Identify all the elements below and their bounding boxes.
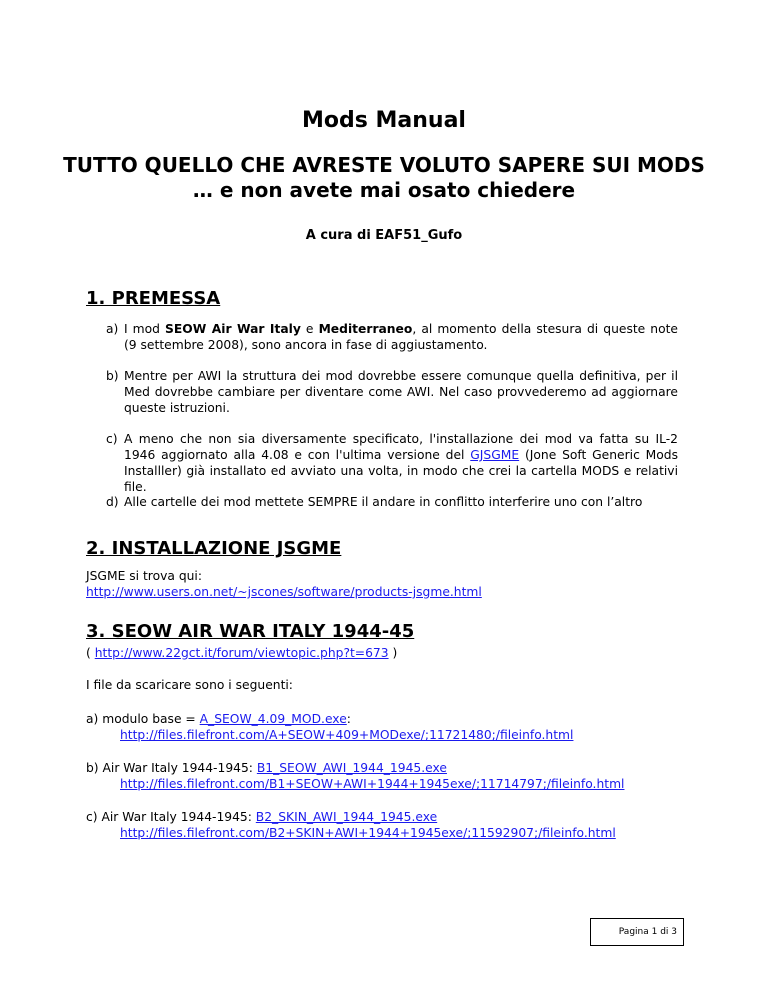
item-label: c) — [106, 432, 118, 446]
file-b: b) Air War Italy 1944-1945: B1_SEOW_AWI_1944_1945.exe — [86, 761, 447, 775]
item-text: Mentre per AWI la struttura dei mod dovrebbe essere comunque quella definitiva, per il Med dovrebbe cambiare per diventare come AWI. Nel caso provvederemo ad aggiornare queste istruzioni. — [124, 369, 678, 415]
file-c-name[interactable]: B2_SKIN_AWI_1944_1945.exe — [255, 810, 438, 824]
item-label: d) — [106, 495, 119, 509]
mod-name-med: Mediterraneo — [318, 322, 413, 336]
item-text: Alle cartelle dei mod mettete SEMPRE il andare in conflitto interferire uno con l’altro — [124, 495, 643, 509]
item-label: b) — [106, 369, 119, 383]
gjsgme-link[interactable]: GJSGME — [470, 448, 520, 462]
file-a-url[interactable]: http://files.filefront.com/A+SEOW+409+MODexe/;11721480;/fileinfo.html — [120, 728, 574, 742]
file-a-name[interactable]: A_SEOW_4.09_MOD.exe — [199, 712, 347, 726]
section3-heading: 3. SEOW AIR WAR ITALY 1944-45 — [86, 621, 415, 642]
file-a: a) modulo base = A_SEOW_4.09_MOD.exe: — [86, 712, 351, 726]
doc-title: Mods Manual — [302, 108, 466, 133]
premessa-item-c: c) A meno che non sia diversamente specificato, l'installazione dei mod va fatta su IL-2 1946 aggiornato alla 4.08 e con l'ultima versione del GJSGME (Jone Soft Generic Mods Installler) già installato ed avviato una volta, in modo che crei la cartella MODS e relativi file. — [106, 432, 678, 494]
doc-byline: A cura di EAF51_Gufo — [305, 228, 463, 243]
premessa-item-d — [106, 494, 678, 510]
file-b-url[interactable]: http://files.filefront.com/B1+SEOW+AWI+1944+1945exe/;11714797;/fileinfo.html — [120, 777, 625, 791]
file-c: c) Air War Italy 1944-1945: B2_SKIN_AWI_1944_1945.exe — [86, 810, 438, 824]
file-c-url[interactable]: http://files.filefront.com/B2+SKIN+AWI+1944+1945exe/;11592907;/fileinfo.html — [120, 826, 616, 840]
mod-name-awi: SEOW Air War Italy — [165, 322, 301, 336]
jsgme-download-link[interactable]: http://www.users.on.net/~jscones/software/products-jsgme.html — [86, 585, 482, 599]
premessa-item-a: a) I mod SEOW Air War Italy e Mediterraneo, al momento della stesura di queste note (9 settembre 2008), sono ancora in fase di aggiustamento. — [106, 322, 678, 352]
doc-subtitle-line1: TUTTO QUELLO CHE AVRESTE VOLUTO SAPERE SUI MODS — [63, 153, 705, 177]
files-intro: I file da scaricare sono i seguenti: — [86, 678, 293, 692]
jsgme-intro: JSGME si trova qui: — [86, 569, 202, 583]
page-number-box — [590, 918, 684, 946]
page-number: Pagina 1 di 3 — [618, 927, 677, 937]
file-b-name[interactable]: B1_SEOW_AWI_1944_1945.exe — [256, 761, 447, 775]
item-label: a) — [106, 322, 119, 336]
forum-reference: ( http://www.22gct.it/forum/viewtopic.php?t=673 ) — [86, 646, 398, 660]
forum-link[interactable]: http://www.22gct.it/forum/viewtopic.php?t=673 — [94, 646, 389, 660]
doc-subtitle-line2: … e non avete mai osato chiedere — [192, 178, 576, 202]
section1-heading: 1. PREMESSA — [86, 288, 221, 309]
premessa-item-b — [106, 368, 678, 416]
section2-heading: 2. INSTALLAZIONE JSGME — [86, 538, 342, 559]
